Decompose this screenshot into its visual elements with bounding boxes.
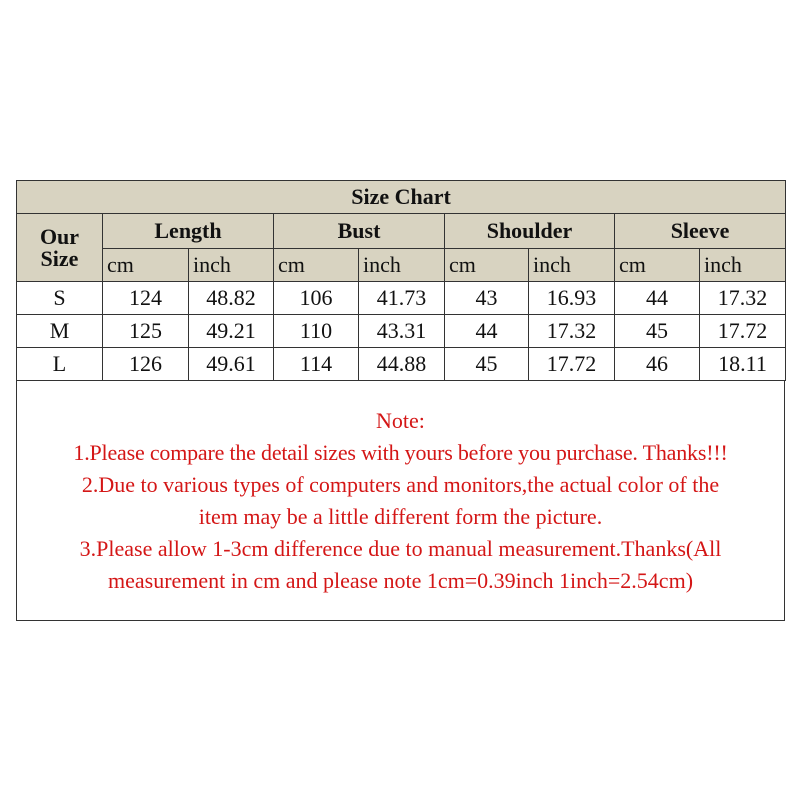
unit-cell: inch	[189, 249, 274, 282]
size-cell: S	[17, 282, 103, 315]
note-heading: Note:	[376, 408, 425, 433]
note-line: 1.Please compare the detail sizes with yours before you purchase. Thanks!!!	[73, 440, 728, 465]
table-row-l	[17, 348, 786, 381]
table-row-m	[17, 315, 786, 348]
value-cell: 44	[445, 315, 529, 348]
value-cell: 125	[103, 315, 189, 348]
value-cell: 17.72	[529, 348, 615, 381]
note-line: 3.Please allow 1-3cm difference due to manual measurement.Thanks(All	[79, 536, 722, 561]
value-cell: 17.72	[700, 315, 786, 348]
unit-cell: cm	[445, 249, 529, 282]
value-cell: 106	[274, 282, 359, 315]
value-cell: 48.82	[189, 282, 274, 315]
group-header-row	[17, 214, 786, 249]
value-cell: 18.11	[700, 348, 786, 381]
group-header-bust: Bust	[274, 214, 445, 249]
value-cell: 17.32	[529, 315, 615, 348]
value-cell: 44.88	[359, 348, 445, 381]
value-cell: 49.61	[189, 348, 274, 381]
value-cell: 43	[445, 282, 529, 315]
chart-title: Size Chart	[17, 181, 786, 214]
group-header-length: Length	[103, 214, 274, 249]
value-cell: 41.73	[359, 282, 445, 315]
our-size-label-line-2: Size	[40, 245, 79, 271]
unit-cell: cm	[615, 249, 700, 282]
unit-cell: cm	[274, 249, 359, 282]
value-cell: 114	[274, 348, 359, 381]
size-chart-document	[16, 180, 785, 621]
title-row	[17, 181, 786, 214]
note-line: 2.Due to various types of computers and monitors,the actual color of the	[81, 472, 720, 497]
note-box	[16, 381, 785, 621]
value-cell: 44	[615, 282, 700, 315]
group-header-sleeve: Sleeve	[615, 214, 786, 249]
value-cell: 110	[274, 315, 359, 348]
value-cell: 16.93	[529, 282, 615, 315]
value-cell: 43.31	[359, 315, 445, 348]
value-cell: 45	[445, 348, 529, 381]
unit-cell: inch	[529, 249, 615, 282]
unit-cell: cm	[103, 249, 189, 282]
unit-cell: inch	[700, 249, 786, 282]
note-line: measurement in cm and please note 1cm=0.39inch 1inch=2.54cm)	[107, 568, 694, 593]
our-size-header	[17, 214, 103, 282]
value-cell: 17.32	[700, 282, 786, 315]
value-cell: 45	[615, 315, 700, 348]
size-cell: M	[17, 315, 103, 348]
value-cell: 49.21	[189, 315, 274, 348]
value-cell: 46	[615, 348, 700, 381]
value-cell: 126	[103, 348, 189, 381]
unit-header-row	[17, 249, 786, 282]
size-chart-table	[16, 180, 786, 381]
note-line: item may be a little different form the picture.	[198, 504, 603, 529]
table-row-s	[17, 282, 786, 315]
group-header-shoulder: Shoulder	[445, 214, 615, 249]
unit-cell: inch	[359, 249, 445, 282]
size-cell: L	[17, 348, 103, 381]
our-size-label-line-1: Our	[39, 223, 80, 249]
value-cell: 124	[103, 282, 189, 315]
